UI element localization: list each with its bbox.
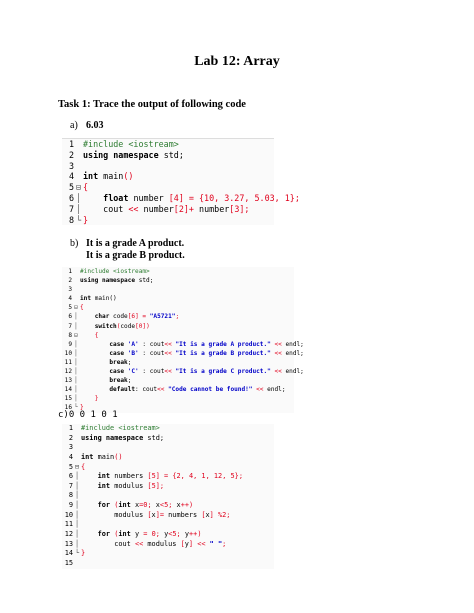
code-block-a	[62, 138, 300, 225]
code-token: <<	[270, 340, 286, 348]
code-token: case	[109, 368, 128, 376]
code-token: =	[139, 501, 144, 510]
code-token: modulus	[147, 539, 181, 548]
code-token: main	[97, 452, 115, 461]
code-token: "It is a grade B product."	[175, 349, 271, 357]
code-token: };	[289, 192, 300, 203]
fold-marker: │	[74, 386, 78, 394]
line-number: 1	[68, 424, 73, 432]
code-line	[62, 530, 274, 540]
code-token: 5	[164, 501, 169, 510]
code-token: using namespace	[80, 277, 139, 285]
code-token: }	[80, 404, 84, 412]
code-token: [	[180, 539, 185, 548]
code-line	[62, 520, 274, 530]
code-token: ,	[274, 192, 285, 203]
code-token: ++)	[180, 501, 194, 510]
code-token	[80, 350, 109, 357]
code-token: 0	[138, 322, 143, 330]
code-token: ] =	[135, 313, 150, 321]
code-token: ;	[175, 313, 180, 321]
code-token: [	[127, 313, 132, 321]
fold-marker: │	[74, 340, 78, 348]
code-token: for	[97, 530, 115, 539]
code-token: <<	[164, 349, 176, 357]
fold-marker: └	[75, 214, 82, 225]
code-token: 'C'	[127, 368, 139, 376]
code-token: 5	[151, 472, 156, 481]
answer-b-line2: It is a grade B product.	[86, 250, 185, 261]
code-token: int	[83, 171, 104, 182]
line-number: 8	[68, 214, 74, 225]
code-token: : cout	[135, 386, 158, 394]
code-line	[62, 472, 274, 482]
code-token: ;	[147, 501, 156, 510]
fold-marker: │	[74, 472, 80, 481]
code-token: : cout	[138, 340, 165, 348]
code-line	[62, 511, 274, 521]
code-token: ;	[226, 510, 231, 519]
code-token: ()	[123, 171, 134, 182]
fold-marker: │	[74, 322, 78, 330]
code-token: endl;	[267, 386, 286, 394]
code-token	[80, 377, 109, 384]
code-token: }	[94, 395, 99, 403]
code-line	[62, 394, 294, 403]
code-line	[62, 491, 274, 501]
code-token: x	[151, 510, 156, 519]
code-token: cout	[83, 203, 129, 214]
line-number: 2	[68, 149, 74, 160]
answer-c	[58, 410, 118, 420]
code-token: 1	[284, 192, 290, 203]
code-block-b	[62, 267, 304, 413]
line-number: 11	[64, 358, 72, 366]
code-token: 1	[201, 472, 206, 481]
code-token: <	[159, 501, 165, 510]
line-number: 6	[68, 472, 73, 481]
code-token: (	[116, 322, 121, 330]
line-number: 10	[64, 510, 73, 519]
fold-marker: │	[74, 520, 80, 529]
code-token: <<	[164, 368, 176, 376]
code-line	[62, 182, 274, 193]
code-line	[62, 453, 274, 463]
code-token: "A5721"	[149, 313, 176, 321]
code-token: #include <iostream>	[80, 268, 150, 275]
code-line	[62, 443, 274, 453]
code-token: {	[83, 182, 89, 193]
code-token: 2	[176, 472, 181, 481]
line-number: 6	[68, 313, 72, 321]
code-token: main()	[94, 295, 117, 303]
code-token: };	[234, 472, 243, 481]
code-token: " "	[209, 539, 223, 548]
answer-a-label: a)	[70, 120, 78, 131]
answer-c-label: c)	[58, 410, 69, 420]
code-token: endl;	[285, 349, 304, 357]
code-token: ];	[239, 203, 250, 214]
code-token: int	[97, 481, 115, 490]
code-token: 'A'	[127, 340, 139, 348]
code-token	[80, 368, 109, 375]
code-token: endl;	[285, 368, 304, 376]
code-token: cout	[81, 539, 135, 548]
code-token: number	[133, 192, 169, 203]
code-token	[80, 323, 95, 330]
code-line	[62, 463, 274, 473]
code-token: modulus	[114, 481, 148, 490]
fold-marker: ⊟	[74, 331, 78, 339]
code-line	[62, 303, 294, 312]
code-line	[62, 385, 294, 394]
answer-b-line1: It is a grade A product.	[86, 238, 185, 249]
line-number: 15	[64, 558, 73, 567]
fold-marker: ⊟	[74, 462, 80, 471]
fold-marker: ⊟	[75, 182, 82, 193]
code-line	[62, 549, 274, 559]
code-token: x	[205, 510, 210, 519]
code-token	[81, 472, 98, 480]
code-line	[62, 367, 304, 376]
code-token: <<	[252, 386, 268, 394]
line-number: 6	[68, 192, 74, 203]
code-token: ++)	[189, 530, 202, 539]
line-number: 5	[68, 182, 74, 193]
code-token: : cout	[138, 349, 165, 357]
code-token: x	[134, 501, 140, 510]
task-heading: Task 1: Trace the output of following code	[58, 99, 246, 110]
answer-a-text: 6.03	[86, 120, 104, 131]
fold-marker: │	[74, 530, 80, 539]
code-token: 3	[234, 203, 240, 214]
code-token: <<	[157, 386, 169, 394]
code-token: ()	[114, 452, 123, 461]
line-number: 12	[64, 530, 73, 539]
code-token: int	[118, 501, 135, 510]
line-number: 10	[64, 349, 72, 357]
code-token: (	[114, 501, 119, 510]
code-token: #include <iostream>	[83, 139, 179, 149]
code-token: 'B'	[127, 349, 139, 357]
code-token: ];	[155, 481, 165, 490]
line-number: 7	[68, 322, 72, 330]
code-token: break	[109, 358, 128, 366]
code-token: using namespace	[81, 433, 148, 442]
code-token: break	[109, 377, 128, 385]
code-token: 5	[151, 481, 156, 490]
code-token: "It is a grade A product."	[175, 340, 271, 348]
code-line	[62, 150, 274, 161]
fold-marker: └	[74, 549, 80, 558]
code-token: default	[109, 386, 136, 394]
line-number: 1	[68, 268, 72, 275]
code-token: float	[103, 192, 134, 203]
line-number: 3	[68, 160, 74, 171]
line-number: 9	[68, 340, 72, 348]
code-token: x	[176, 501, 181, 510]
line-number: 13	[64, 539, 73, 548]
code-token	[80, 359, 109, 366]
code-token: 0	[143, 501, 148, 510]
code-token: <<	[134, 539, 148, 548]
code-token: "It is a grade C product."	[175, 368, 271, 376]
line-number: 4	[68, 452, 73, 461]
code-token: y	[134, 530, 144, 539]
fold-marker: ⊟	[74, 304, 78, 312]
line-number: 7	[68, 203, 74, 214]
code-token	[80, 341, 109, 348]
code-token: numbers	[114, 472, 148, 481]
code-token: endl;	[285, 340, 304, 348]
code-token: for	[97, 501, 115, 510]
code-token: y	[164, 530, 169, 539]
code-token: ;	[127, 358, 132, 366]
code-block-c	[62, 424, 274, 569]
code-line	[62, 434, 274, 444]
code-token: ,	[193, 472, 202, 481]
code-token: ,	[205, 472, 214, 481]
line-number: 14	[64, 386, 72, 394]
fold-marker: └	[74, 404, 78, 412]
code-token: [	[147, 481, 152, 490]
code-line	[62, 482, 274, 492]
code-token: y	[184, 539, 189, 548]
code-token: 5	[230, 472, 235, 481]
code-line	[62, 192, 300, 204]
code-line	[62, 559, 274, 569]
code-token: }	[83, 214, 89, 225]
answer-b	[70, 238, 185, 262]
code-token: int	[118, 530, 135, 539]
code-token: [	[147, 510, 152, 519]
code-token: {	[81, 462, 86, 471]
code-token: [	[229, 203, 235, 214]
code-token: y	[184, 530, 190, 539]
code-line	[62, 139, 274, 150]
code-token: 4	[188, 472, 194, 481]
code-line	[62, 424, 274, 434]
code-token: ])	[142, 322, 150, 330]
line-number: 2	[68, 433, 73, 442]
code-token: number	[199, 203, 230, 214]
code-token: 3.27	[224, 192, 245, 203]
code-token: ] = {	[155, 472, 177, 481]
code-token	[81, 530, 98, 538]
code-token	[80, 386, 109, 393]
fold-marker: │	[74, 501, 80, 510]
code-line	[62, 358, 294, 367]
fold-marker: │	[74, 313, 78, 321]
line-number: 7	[68, 481, 73, 490]
code-token: main	[103, 171, 124, 182]
code-token: ] <<	[188, 539, 210, 548]
fold-marker: │	[74, 481, 80, 490]
fold-marker: │	[75, 192, 82, 203]
code-token: [	[147, 472, 152, 481]
code-token: std;	[138, 277, 154, 285]
code-token: ]=	[155, 510, 169, 519]
line-number: 16	[64, 404, 72, 412]
code-token: ]+	[183, 203, 200, 214]
code-line	[62, 501, 274, 511]
code-token: ,	[244, 192, 255, 203]
line-number: 4	[68, 295, 72, 303]
fold-marker: │	[74, 395, 78, 403]
line-number: 3	[68, 286, 72, 294]
line-number: 11	[64, 520, 73, 529]
code-token: [	[173, 203, 179, 214]
line-number: 1	[68, 139, 74, 149]
fold-marker: │	[74, 349, 78, 357]
code-token: <<	[164, 340, 176, 348]
code-token: case	[109, 349, 128, 357]
code-token: 5.03	[254, 192, 275, 203]
fold-marker: │	[74, 510, 80, 519]
code-line	[62, 161, 274, 172]
code-line	[62, 294, 294, 303]
answer-b-label: b)	[70, 238, 79, 249]
fold-marker: │	[74, 491, 80, 500]
code-token: ;	[222, 539, 227, 548]
code-token	[81, 482, 98, 490]
code-token: 5	[172, 530, 177, 539]
code-token: 10	[204, 192, 215, 203]
line-number: 5	[68, 304, 72, 312]
code-token: (	[114, 530, 119, 539]
code-token: int	[80, 295, 95, 303]
code-token: std;	[147, 433, 164, 442]
code-token: numbers	[168, 510, 202, 519]
code-line	[62, 285, 294, 294]
code-token: switch	[94, 322, 117, 330]
code-token: [	[135, 322, 139, 330]
line-number: 5	[68, 462, 73, 471]
code-line	[62, 204, 274, 215]
code-line	[62, 540, 274, 550]
code-line	[62, 340, 304, 349]
code-token: =	[143, 530, 152, 539]
code-token: "Code cannot be found!"	[168, 386, 253, 394]
code-token: ;	[155, 530, 165, 539]
code-token: [4] = {	[168, 192, 205, 203]
code-token: {	[80, 304, 84, 312]
code-token: char	[94, 313, 114, 321]
answer-c-text: 0 0 1 0 1	[68, 410, 118, 420]
code-token: 2	[222, 510, 227, 519]
fold-marker: │	[74, 377, 78, 385]
code-token: <	[168, 530, 173, 539]
code-token: <<	[270, 368, 286, 376]
line-number: 3	[68, 443, 73, 452]
line-number: 12	[64, 368, 72, 376]
code-line	[62, 276, 294, 285]
code-token: code	[113, 313, 128, 321]
fold-marker: │	[74, 358, 78, 366]
line-number: 13	[64, 377, 72, 385]
code-token: 0	[151, 530, 156, 539]
code-token	[80, 332, 95, 339]
code-token: ] %	[209, 510, 223, 519]
line-number: 8	[68, 491, 73, 500]
code-token: ;	[168, 501, 177, 510]
line-number: 2	[68, 277, 72, 285]
line-number: 9	[68, 501, 73, 510]
code-line	[62, 331, 294, 340]
code-token: using namespace	[83, 149, 164, 160]
code-token: code	[120, 322, 136, 330]
code-token: ;	[176, 530, 185, 539]
code-line	[62, 322, 294, 331]
code-token	[80, 313, 95, 320]
code-token: ;	[127, 377, 132, 385]
code-token: int	[97, 472, 115, 481]
code-token: <<	[270, 349, 286, 357]
code-token: 6	[131, 313, 136, 321]
code-token	[83, 193, 103, 203]
code-line	[62, 312, 294, 321]
code-line	[62, 349, 304, 358]
line-number: 8	[68, 331, 72, 339]
fold-marker: │	[75, 203, 82, 214]
code-token: [	[201, 510, 206, 519]
code-token: number	[143, 203, 174, 214]
code-token: <<	[128, 203, 144, 214]
code-token: case	[109, 340, 128, 348]
code-line	[62, 171, 274, 182]
code-line	[62, 215, 274, 226]
fold-marker: │	[74, 539, 80, 548]
code-token: {	[94, 331, 99, 339]
page-title: Lab 12: Array	[194, 54, 280, 69]
code-token: ,	[222, 472, 231, 481]
code-token: modulus	[81, 510, 148, 519]
code-token	[80, 395, 95, 402]
code-token: ,	[180, 472, 189, 481]
code-token: 2	[178, 203, 184, 214]
code-token: ,	[214, 192, 225, 203]
code-token: int	[81, 452, 98, 461]
code-token: #include <iostream>	[81, 424, 160, 432]
code-token: std;	[163, 149, 184, 160]
code-token	[81, 501, 98, 509]
code-line	[62, 267, 294, 276]
code-token: x	[155, 501, 160, 510]
code-token: : cout	[138, 368, 165, 376]
fold-marker: │	[74, 368, 78, 376]
code-line	[62, 376, 294, 385]
line-number: 4	[68, 171, 74, 182]
code-token: 12	[213, 472, 223, 481]
line-number: 15	[64, 395, 72, 403]
line-number: 14	[64, 549, 73, 558]
code-token: }	[81, 549, 86, 558]
answer-a	[70, 120, 104, 131]
